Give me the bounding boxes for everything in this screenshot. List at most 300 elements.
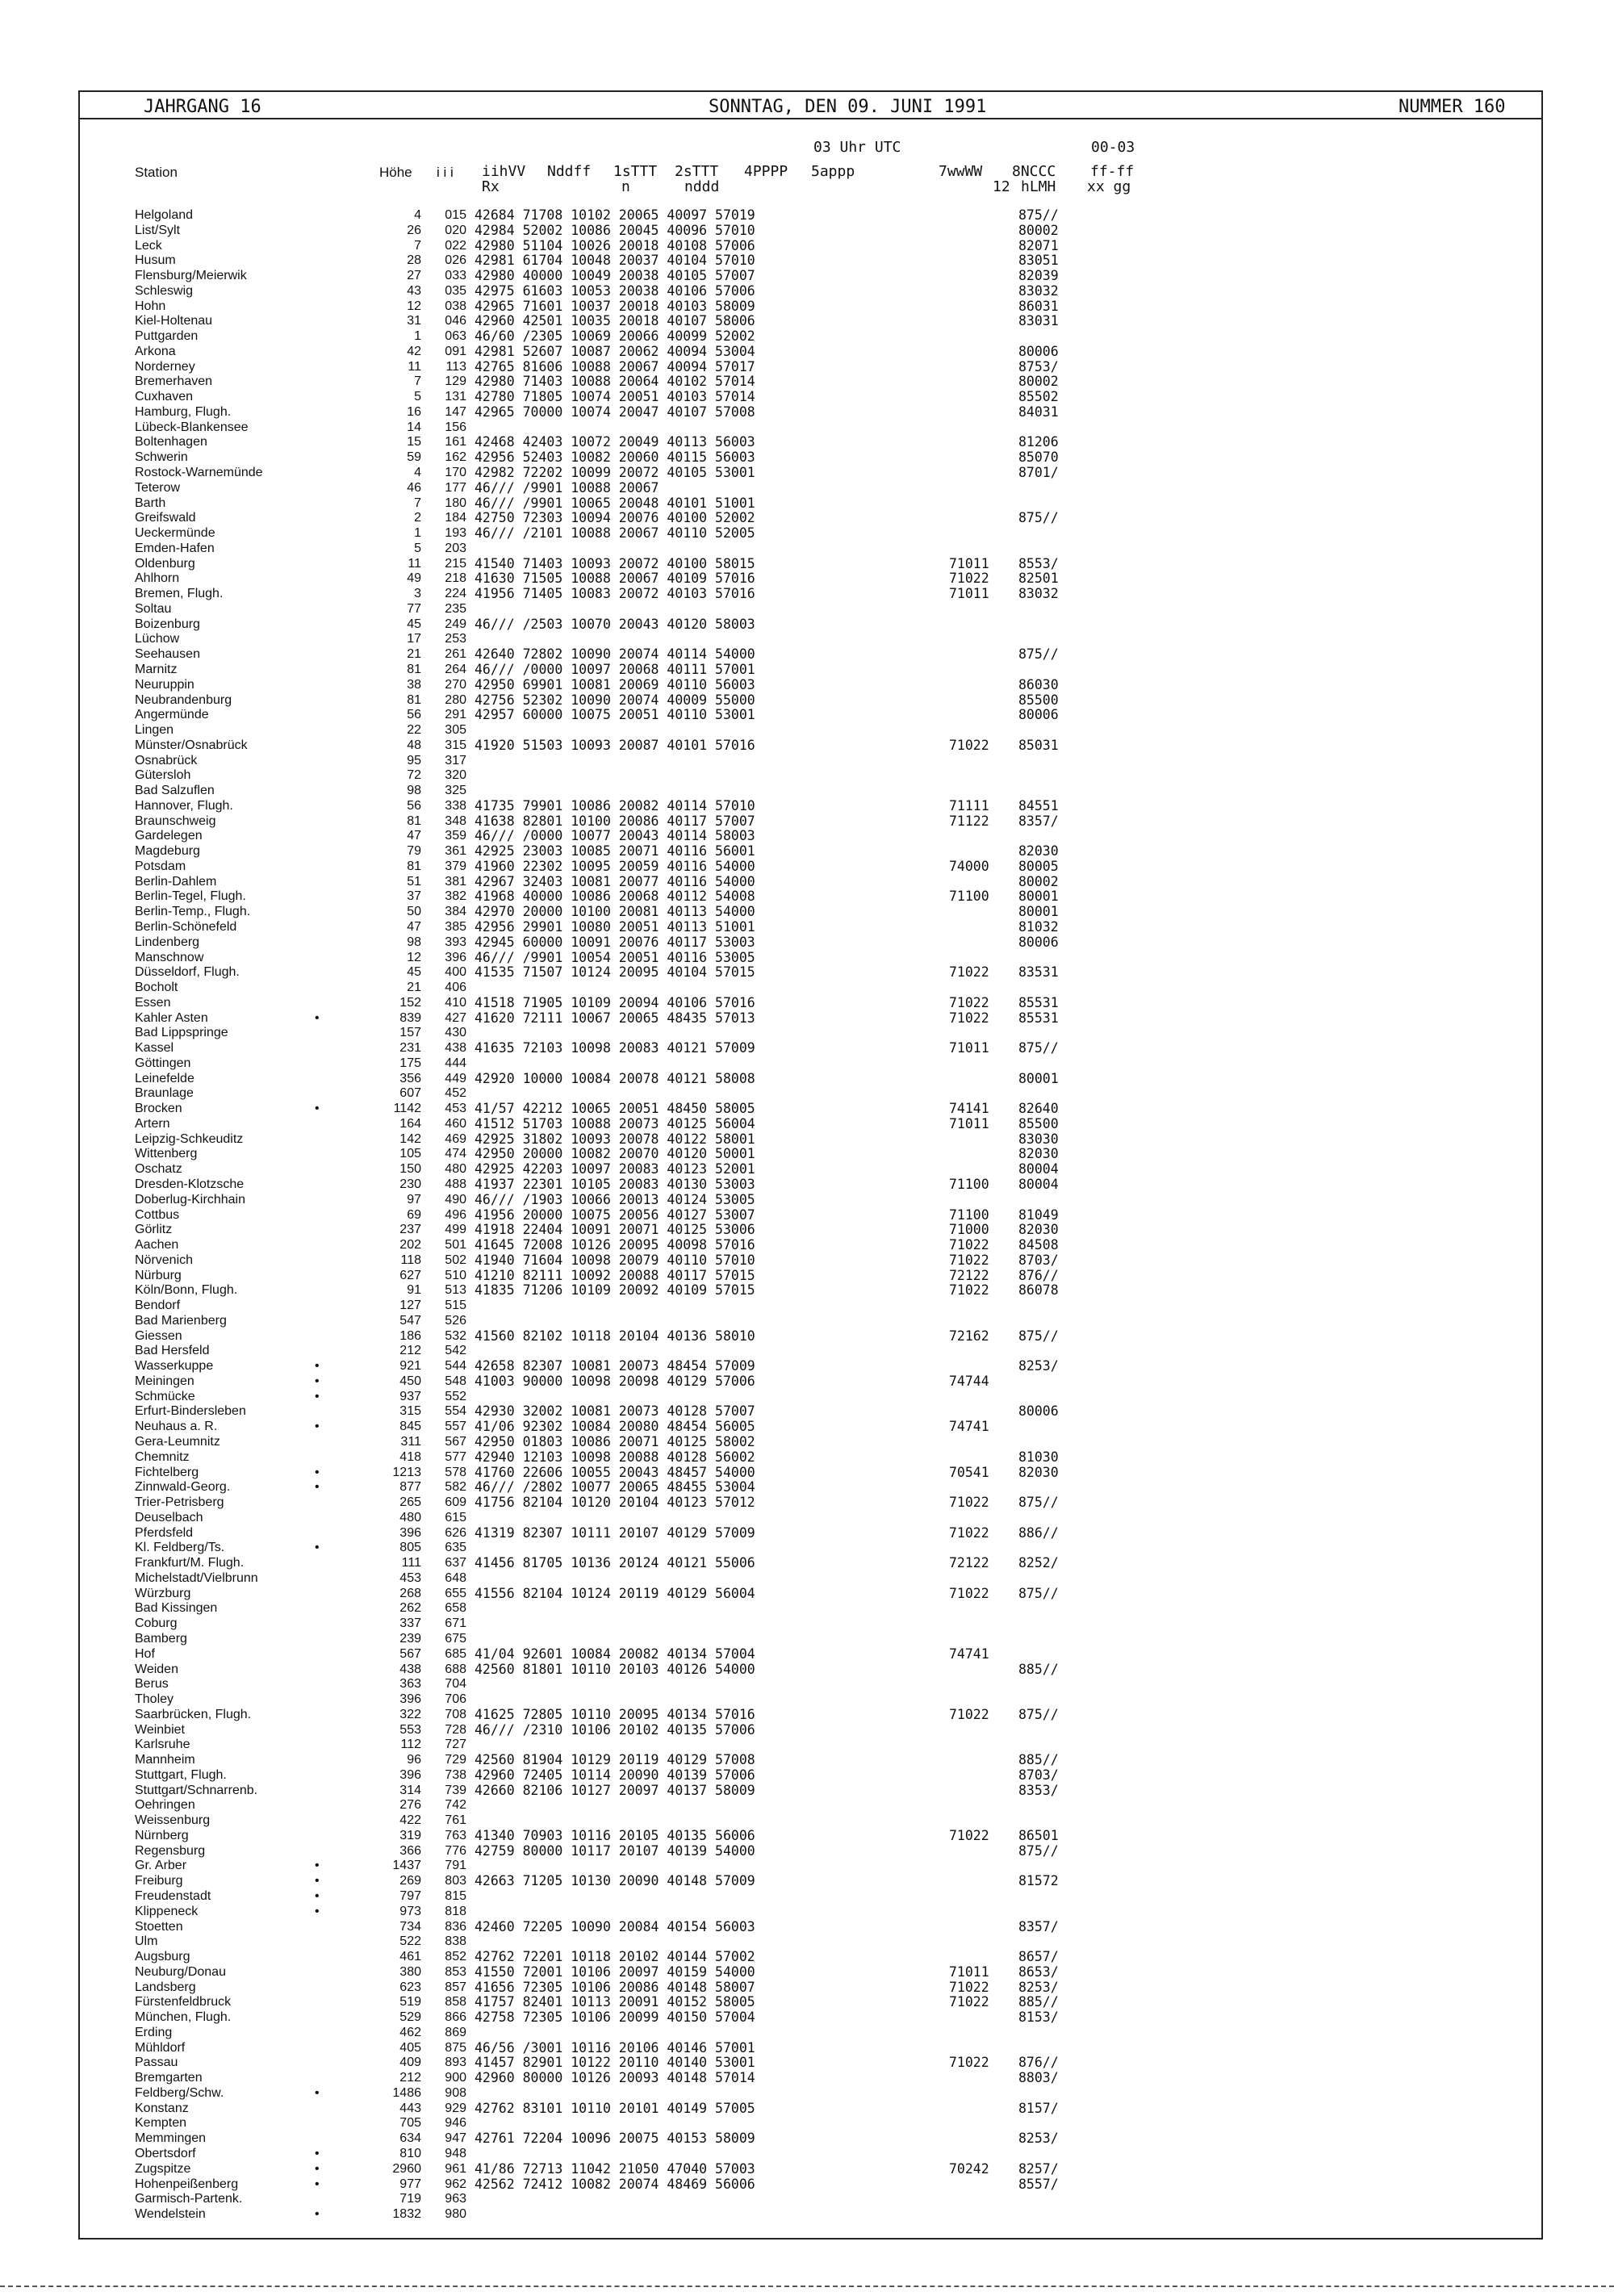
station-height: 51 [407,874,421,889]
station-id: 655 [445,1586,466,1600]
station-height: 311 [400,1435,421,1449]
table-row [0,829,1614,844]
cloud-group: 85502 [1018,389,1059,405]
station-height: 81 [407,859,421,873]
synop-groups: 41735 79901 10086 20082 40114 57010 [475,797,755,813]
table-row [0,1269,1614,1284]
cloud-group: 83030 [1018,1131,1059,1147]
station-id: 961 [445,2161,466,2176]
synop-groups: 41620 72111 10067 20065 48435 57013 [475,1010,755,1026]
station-name: Oldenburg [135,556,195,571]
table-row [0,2147,1614,2162]
table-row [0,1404,1614,1420]
station-id: 469 [445,1131,466,1146]
table-row [0,2207,1614,2223]
cloud-group: 80002 [1018,222,1059,238]
station-height: 567 [399,1646,421,1661]
station-name: Neuburg/Donau [135,1964,226,1979]
table-row [0,1859,1614,1874]
weather-group: 71022 [949,571,989,587]
table-row [0,1086,1614,1102]
station-height: 269 [399,1874,421,1888]
station-id: 453 [445,1102,466,1116]
station-height: 1486 [392,2085,421,2100]
station-id: 430 [445,1026,466,1040]
station-height: 16 [407,404,421,419]
station-id: 526 [445,1313,466,1328]
table-row [0,1738,1614,1753]
station-id: 577 [445,1449,466,1464]
station-name: Seehausen [135,647,200,662]
station-id: 184 [445,511,466,525]
station-id: 046 [445,314,466,328]
station-height: 152 [399,995,421,1010]
station-id: 858 [445,1995,466,2010]
cloud-group: 80006 [1018,343,1059,359]
synop-groups: 42765 81606 10088 20067 40094 57017 [475,358,755,374]
table-row [0,269,1614,284]
table-row [0,1102,1614,1117]
cloud-group: 82030 [1018,1146,1059,1162]
station-name: Erfurt-Bindersleben [135,1404,246,1419]
mountain-marker: • [315,1874,320,1888]
station-id: 113 [445,359,466,374]
station-id: 815 [445,1888,466,1903]
synop-groups: 41535 71507 10124 20095 40104 57015 [475,964,755,981]
station-height: 11 [408,556,421,571]
station-height: 522 [399,1934,421,1949]
synop-groups: 41635 72103 10098 20083 40121 57009 [475,1040,755,1056]
station-name: Köln/Bonn, Flugh. [135,1283,238,1298]
col-8nccc: 8NCCC [1012,163,1056,180]
weather-group: 71011 [949,1964,989,1980]
weather-group: 71011 [949,555,989,571]
station-height: 356 [399,1071,421,1085]
station-name: Arkona [135,344,176,358]
synop-groups: 41210 82111 10092 20088 40117 57015 [475,1267,755,1283]
station-height: 337 [399,1616,421,1631]
table-row [0,1965,1614,1980]
station-id: 803 [445,1874,466,1888]
synop-groups: 46/// /1903 10066 20013 40124 53005 [475,1191,755,1207]
table-row [0,1283,1614,1299]
cloud-group: 875// [1018,510,1059,526]
station-id: 728 [445,1722,466,1737]
weather-group: 71022 [949,1585,989,1601]
station-id: 609 [445,1495,466,1510]
cloud-group: 85531 [1018,1010,1059,1026]
station-height: 461 [399,1950,421,1964]
station-name: Feldberg/Schw. [135,2085,224,2100]
col-ihvv: iihVV [482,163,526,180]
station-name: Schleswig [135,283,194,298]
station-height: 118 [400,1253,421,1267]
station-name: Weinbiet [135,1722,185,1737]
station-name: Schwerin [135,450,188,465]
station-height: 12 [407,299,421,313]
station-name: Barth [135,496,166,510]
station-id: 444 [445,1056,466,1070]
station-id: 626 [445,1525,466,1540]
col-12: 12 [993,178,1010,195]
table-row [0,299,1614,315]
station-height: 157 [399,1026,421,1040]
table-row [0,435,1614,450]
station-height: 623 [399,1980,421,1994]
station-height: 150 [399,1162,421,1177]
station-name: Husum [135,253,176,268]
cloud-group: 82030 [1018,1222,1059,1238]
table-row [0,844,1614,859]
station-name: Wittenberg [135,1147,198,1161]
station-name: Doberlug-Kirchhain [135,1192,245,1207]
weather-group: 72122 [949,1555,989,1571]
station-name: Chemnitz [135,1449,190,1464]
station-height: 105 [399,1147,421,1161]
synop-groups: 42761 72204 10096 20075 40153 58009 [475,2131,755,2147]
weather-group: 70242 [949,2160,989,2177]
cloud-group: 875// [1018,646,1059,663]
station-name: Norderney [135,359,195,374]
table-row [0,511,1614,526]
station-height: 31 [407,314,421,328]
issue-number: NUMMER 160 [1399,97,1506,117]
station-id: 791 [445,1859,466,1873]
station-name: Kassel [135,1041,174,1056]
table-row [0,1708,1614,1723]
synop-groups: 41630 71505 10088 20067 40109 57016 [475,571,755,587]
station-name: Regensburg [135,1843,206,1858]
station-name: Oehringen [135,1798,195,1813]
station-name: Neubrandenburg [135,692,232,707]
cloud-group: 82501 [1018,571,1059,587]
station-height: 519 [399,1995,421,2010]
weather-group: 74000 [949,858,989,874]
station-name: Bad Salzuflen [135,784,215,798]
table-row [0,1556,1614,1571]
station-id: 496 [445,1207,466,1222]
synop-groups: 42960 42501 10035 20018 40107 58006 [475,313,755,329]
table-row [0,1813,1614,1829]
station-id: 947 [445,2131,466,2146]
cloud-group: 82071 [1018,237,1059,253]
table-row [0,768,1614,784]
synop-groups: 42980 71403 10088 20064 40102 57014 [475,374,755,390]
mountain-marker: • [315,1420,320,1434]
cloud-group: 85031 [1018,737,1059,753]
station-height: 11 [408,359,421,374]
table-row [0,1041,1614,1056]
cloud-group: 82039 [1018,268,1059,284]
synop-groups: 42684 71708 10102 20065 40097 57019 [475,207,755,223]
cloud-group: 83051 [1018,253,1059,269]
synop-groups: 41638 82801 10100 20086 40117 57007 [475,813,755,829]
station-id: 838 [445,1934,466,1949]
table-row [0,2086,1614,2102]
station-name: Stuttgart, Flugh. [135,1767,227,1782]
table-row [0,1647,1614,1662]
station-id: 161 [445,435,466,450]
station-name: Angermünde [135,708,209,722]
station-height: 5 [414,541,421,555]
synop-groups: 42981 61704 10048 20037 40104 57010 [475,253,755,269]
synop-groups: 41757 82401 10113 20091 40152 58005 [475,1994,755,2010]
weather-group: 71022 [949,1237,989,1253]
station-height: 98 [407,935,421,949]
synop-groups: 42658 82307 10081 20073 48454 57009 [475,1358,755,1374]
synop-groups: 42967 32403 10081 20077 40116 54000 [475,873,755,889]
station-name: Deuselbach [135,1510,203,1524]
table-row [0,1541,1614,1556]
col-ffff: ff-ff [1090,163,1135,180]
station-name: Dresden-Klotzsche [135,1177,245,1191]
station-height: 418 [399,1449,421,1464]
cloud-group: 82030 [1018,1464,1059,1480]
synop-groups: 41540 71403 10093 20072 40100 58015 [475,555,755,571]
mountain-marker: • [315,2085,320,2100]
table-row [0,2177,1614,2193]
station-name: Gardelegen [135,829,203,843]
weather-group: 71022 [949,1994,989,2010]
table-row [0,2131,1614,2147]
station-id: 177 [445,480,466,495]
station-id: 948 [445,2147,466,2160]
synop-groups: 41560 82102 10118 20104 40136 58010 [475,1328,755,1344]
table-row [0,1390,1614,1405]
utc-caption: 03 Uhr UTC [813,139,901,156]
table-row [0,1571,1614,1587]
station-name: Potsdam [135,859,186,873]
table-row [0,1177,1614,1193]
table-row [0,1238,1614,1253]
synop-groups: 42780 71805 10074 20051 40103 57014 [475,389,755,405]
station-name: Leipzig-Schkeuditz [135,1131,244,1146]
station-id: 015 [445,208,466,222]
table-row [0,693,1614,709]
table-row [0,239,1614,254]
table-row [0,859,1614,875]
station-height: 96 [407,1753,421,1767]
table-row [0,496,1614,512]
station-id: 180 [445,496,466,510]
station-id: 502 [445,1253,466,1267]
table-row [0,647,1614,663]
weather-group: 71100 [949,1177,989,1192]
synop-groups: 42925 42203 10097 20083 40123 52001 [475,1161,755,1177]
synop-groups: 41937 22301 10105 20083 40130 53003 [475,1177,755,1192]
cloud-group: 885// [1018,1661,1059,1677]
synop-groups: 41456 81705 10136 20124 40121 55006 [475,1555,755,1571]
cloud-group: 876// [1018,1267,1059,1283]
cloud-group: 8253/ [1018,1979,1059,1995]
station-height: 15 [407,435,421,450]
station-id: 763 [445,1828,466,1842]
col-1sttt: 1sTTT [613,163,658,180]
table-row [0,1026,1614,1041]
synop-groups: 42468 42403 10072 20049 40113 56003 [475,434,755,450]
synop-groups: 41/86 72713 11042 21050 47040 57003 [475,2160,755,2177]
station-name: Klippeneck [135,1904,199,1918]
station-height: 72 [407,768,421,783]
station-name: Rostock-Warnemünde [135,466,263,480]
station-name: Hannover, Flugh. [135,798,233,813]
table-row [0,1995,1614,2010]
synop-groups: 41645 72008 10126 20095 40098 57016 [475,1237,755,1253]
station-id: 893 [445,2056,466,2070]
station-height: 366 [399,1843,421,1858]
station-name: Berlin-Dahlem [135,874,217,889]
col-5appp: 5appp [811,163,855,180]
station-height: 7 [414,238,421,253]
table-row [0,1601,1614,1616]
cloud-group: 8657/ [1018,1949,1059,1965]
synop-groups: 41/57 42212 10065 20051 48450 58005 [475,1101,755,1117]
station-height: 1832 [392,2207,421,2222]
station-id: 022 [445,238,466,253]
station-id: 280 [445,692,466,707]
synop-groups: 42930 32002 10081 20073 40128 57007 [475,1403,755,1420]
table-row [0,1208,1614,1223]
station-name: Nörvenich [135,1253,194,1267]
station-id: 020 [445,223,466,237]
bottom-dashed-rule [0,2286,1614,2287]
station-height: 3 [414,587,421,601]
table-row [0,1950,1614,1965]
station-name: Freudenstadt [135,1888,211,1903]
synop-groups: 46/60 /2305 10069 20066 40099 52002 [475,328,755,345]
cloud-group: 8157/ [1018,2100,1059,2116]
synop-groups: 42970 20000 10100 20081 40113 54000 [475,904,755,920]
cloud-group: 85500 [1018,1115,1059,1131]
station-id: 706 [445,1692,466,1707]
col-xxgg: xx gg [1087,178,1131,195]
synop-groups: 41512 51703 10088 20073 40125 56004 [475,1115,755,1131]
synop-groups: 46/// /0000 10077 20043 40114 58003 [475,828,755,844]
station-name: Konstanz [135,2101,189,2115]
weather-group: 71022 [949,2055,989,2071]
synop-groups: 41518 71905 10109 20094 40106 57016 [475,994,755,1010]
cloud-group: 82640 [1018,1101,1059,1117]
station-height: 38 [407,677,421,692]
station-id: 203 [445,541,466,555]
station-id: 162 [445,450,466,465]
cloud-group: 8253/ [1018,1358,1059,1374]
station-name: München, Flugh. [135,2010,232,2025]
station-height: 239 [399,1631,421,1646]
station-height: 97 [407,1192,421,1207]
station-name: Bamberg [135,1631,187,1646]
weather-group: 71022 [949,1495,989,1511]
synop-groups: 41760 22606 10055 20043 48457 54000 [475,1464,755,1480]
cloud-group: 80005 [1018,858,1059,874]
cloud-group: 80006 [1018,934,1059,950]
station-id: 427 [445,1010,466,1025]
mountain-marker: • [315,1904,320,1918]
table-row [0,2116,1614,2131]
station-name: Bremgarten [135,2071,203,2085]
station-name: Fichtelberg [135,1465,199,1479]
station-height: 231 [399,1041,421,1056]
station-id: 852 [445,1950,466,1964]
station-id: 615 [445,1510,466,1524]
table-row [0,1299,1614,1314]
station-height: 2960 [392,2161,421,2176]
table-row [0,450,1614,466]
station-name: Kl. Feldberg/Ts. [135,1541,225,1555]
station-name: Landsberg [135,1980,196,1994]
mountain-marker: • [315,2177,320,2191]
station-height: 268 [399,1586,421,1600]
synop-groups: 41918 22404 10091 20071 40125 53006 [475,1222,755,1238]
weather-group: 72162 [949,1328,989,1344]
station-height: 95 [407,753,421,767]
table-row [0,920,1614,935]
cloud-group: 81030 [1018,1449,1059,1465]
station-height: 314 [399,1783,421,1797]
volume-label: JAHRGANG 16 [144,97,261,117]
col-hoehe: Höhe [379,165,412,180]
table-row [0,1632,1614,1647]
station-height: 22 [407,723,421,738]
table-row [0,1329,1614,1345]
table-row [0,632,1614,647]
table-row [0,1072,1614,1087]
station-height: 7 [414,374,421,389]
mountain-marker: • [315,2161,320,2176]
station-height: 1 [414,329,421,344]
station-id: 270 [445,677,466,692]
cloud-group: 80004 [1018,1177,1059,1192]
station-height: 111 [401,1556,421,1570]
station-id: 908 [445,2085,466,2100]
weather-group: 71011 [949,1040,989,1056]
synop-groups: 42663 71205 10130 20090 40148 57009 [475,1873,755,1889]
table-row [0,889,1614,905]
weather-group: 71022 [949,1524,989,1541]
synop-groups: 41920 51503 10093 20087 40101 57016 [475,737,755,753]
station-name: Schmücke [135,1389,195,1403]
weather-group: 71122 [949,813,989,829]
synop-groups: 41756 82104 10120 20104 40123 57012 [475,1495,755,1511]
synop-groups: 42957 60000 10075 20051 40110 53001 [475,707,755,723]
synop-groups: 46/// /2503 10070 20043 40120 58003 [475,616,755,632]
station-name: Lingen [135,723,174,738]
station-name: Kiel-Holtenau [135,314,213,328]
station-id: 554 [445,1404,466,1419]
cloud-group: 8553/ [1018,555,1059,571]
weather-group: 71022 [949,1979,989,1995]
station-height: 69 [407,1207,421,1222]
synop-groups: 41960 22302 10095 20059 40116 54000 [475,858,755,874]
col-4pppp: 4PPPP [744,163,788,180]
cloud-group: 81572 [1018,1873,1059,1889]
station-name: Düsseldorf, Flugh. [135,965,240,980]
station-height: 705 [399,2116,421,2131]
cloud-group: 83032 [1018,586,1059,602]
synop-groups: 42956 52403 10082 20060 40115 56003 [475,450,755,466]
station-height: 237 [399,1223,421,1237]
station-name: Karlsruhe [135,1738,190,1752]
synop-groups: 42925 23003 10085 20071 40116 56001 [475,843,755,859]
table-row [0,1314,1614,1329]
mountain-marker: • [315,2147,320,2160]
table-row [0,284,1614,299]
synop-groups: 41/06 92302 10084 20080 48454 56005 [475,1419,755,1435]
station-id: 410 [445,995,466,1010]
station-height: 607 [399,1086,421,1101]
cloud-group: 80001 [1018,1070,1059,1086]
weather-group: 71022 [949,1010,989,1026]
